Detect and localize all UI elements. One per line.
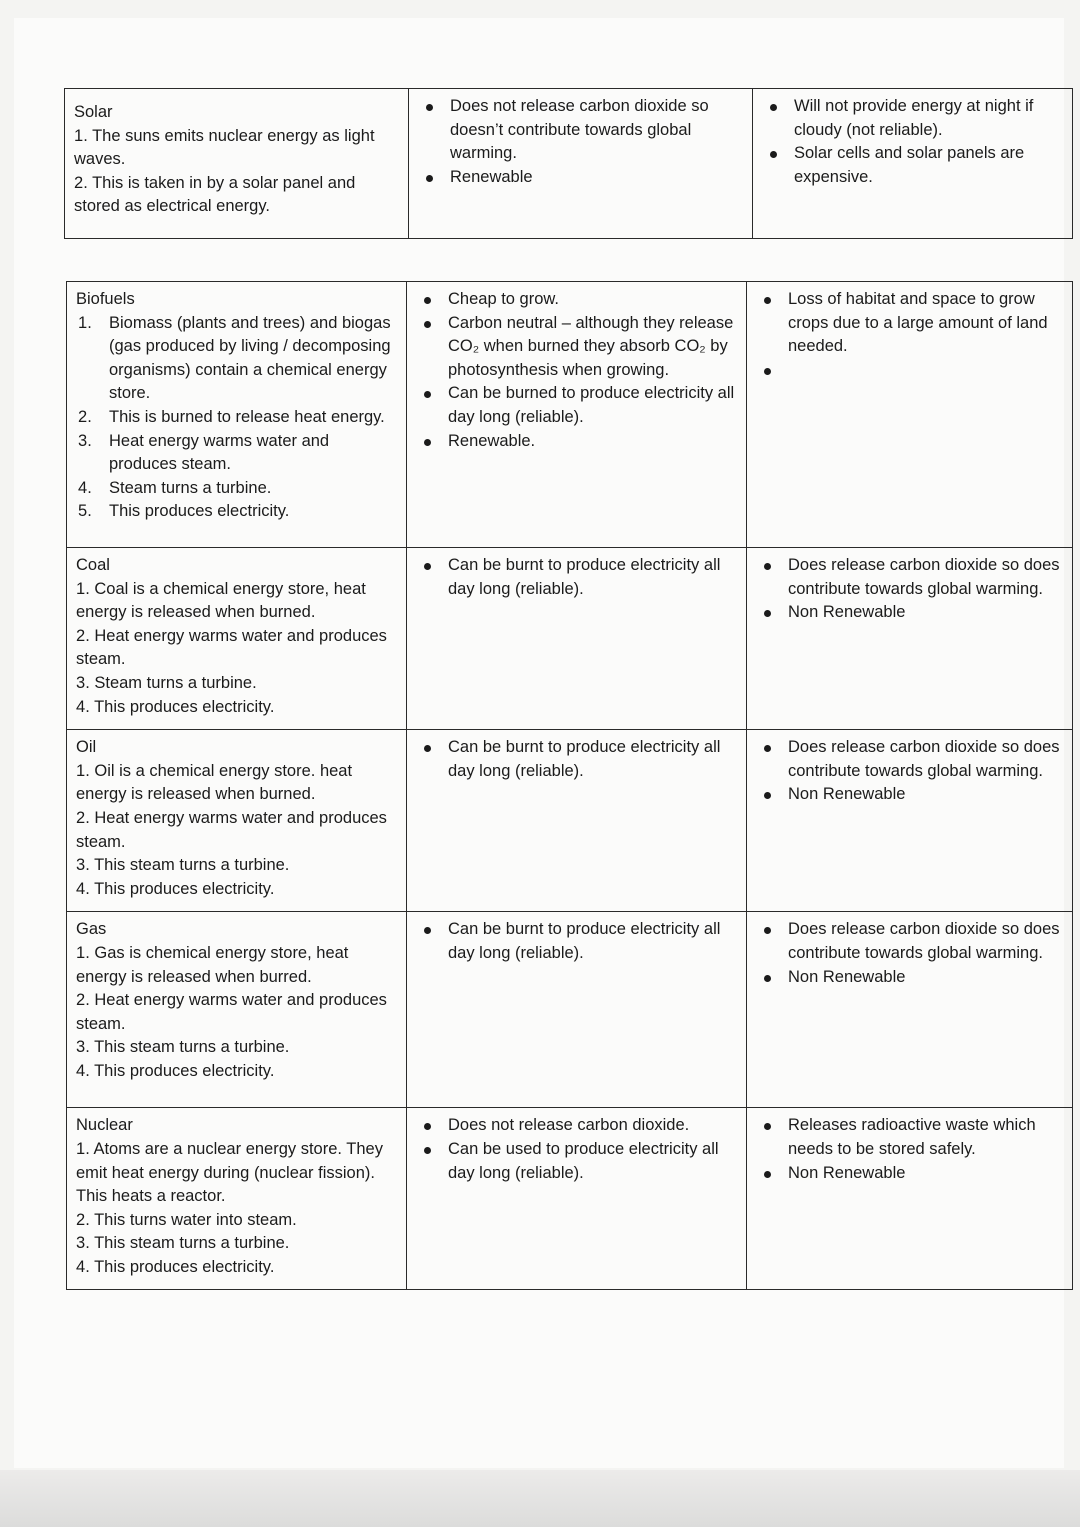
advantages-list — [416, 736, 738, 783]
list-item: Non Renewable — [756, 1162, 1064, 1186]
list-item: Does release carbon dioxide so does contribute towards global warming. — [756, 918, 1064, 965]
advantages-list — [416, 554, 738, 601]
disadvantages-list — [756, 918, 1064, 989]
list-item: Can be burned to produce electricity all day long (reliable). — [416, 382, 738, 429]
steps-list — [76, 578, 398, 720]
energy-sources-table — [66, 281, 1073, 1290]
advantages-cell — [407, 282, 747, 548]
list-item: Does release carbon dioxide so does contribute towards global warming. — [756, 736, 1064, 783]
list-item: This is burned to release heat energy. — [109, 407, 385, 426]
list-item: Steam turns a turbine. — [94, 673, 257, 692]
list-item: Atoms are a nuclear energy store. They emit heat energy during (nuclear fission). This heats a reactor. — [76, 1139, 383, 1206]
disadvantages-cell — [747, 282, 1073, 548]
source-description-cell — [67, 730, 407, 912]
list-item: This produces electricity. — [94, 879, 275, 898]
list-item: Does not release carbon dioxide so doesn’t contribute towards global warming. — [418, 95, 744, 166]
list-item: Can be burnt to produce electricity all day long (reliable). — [416, 554, 738, 601]
source-description-cell — [67, 282, 407, 548]
steps-list — [74, 125, 400, 219]
list-item: Heat energy warms water and produces steam. — [76, 808, 387, 851]
list-item: This produces electricity. — [94, 1257, 275, 1276]
list-item: Cheap to grow. — [416, 288, 738, 312]
list-item: Heat energy warms water and produces steam. — [109, 431, 330, 474]
disadvantages-list — [756, 288, 1064, 383]
disadvantages-cell — [753, 89, 1073, 239]
list-item: This steam turns a turbine. — [94, 856, 290, 875]
table-row — [67, 548, 1073, 730]
list-item — [756, 359, 1064, 383]
list-item: Gas is chemical energy store, heat energy is released when burred. — [76, 943, 349, 986]
table-row — [67, 1108, 1073, 1290]
disadvantages-list — [762, 95, 1064, 189]
solar-table — [64, 88, 1073, 239]
list-item: Can be burnt to produce electricity all day long (reliable). — [416, 918, 738, 965]
list-item: Non Renewable — [756, 601, 1064, 625]
list-item: Oil is a chemical energy store. heat energy is released when burned. — [76, 761, 353, 804]
disadvantages-cell — [747, 1108, 1073, 1290]
list-item: This is taken in by a solar panel and stored as electrical energy. — [74, 173, 356, 216]
table-row — [67, 912, 1073, 1108]
list-item: This produces electricity. — [109, 502, 290, 521]
list-item: Can be used to produce electricity all day long (reliable). — [416, 1138, 738, 1185]
list-item: Carbon neutral – although they release CO₂ when burned they absorb CO₂ by photosynthesis when growing. — [416, 312, 738, 383]
advantages-cell — [407, 912, 747, 1108]
source-title: Biofuels — [76, 290, 135, 308]
table-row — [65, 89, 1073, 239]
source-title: Gas — [76, 920, 107, 939]
list-item: Releases radioactive waste which needs to be stored safely. — [756, 1114, 1064, 1161]
advantages-cell — [407, 730, 747, 912]
source-description-cell — [67, 548, 407, 730]
source-title: Oil — [76, 738, 97, 757]
list-item: Does release carbon dioxide so does contribute towards global warming. — [756, 554, 1064, 601]
list-item: Can be burnt to produce electricity all day long (reliable). — [416, 736, 738, 783]
steps-list — [76, 760, 398, 902]
disadvantages-list — [756, 1114, 1064, 1185]
advantages-list — [416, 288, 738, 453]
advantages-list — [416, 1114, 738, 1185]
list-item: This steam turns a turbine. — [94, 1038, 290, 1057]
list-item: Coal is a chemical energy store, heat energy is released when burned. — [76, 579, 366, 622]
list-item: This produces electricity. — [94, 1061, 275, 1080]
disadvantages-cell — [747, 548, 1073, 730]
steps-list — [76, 942, 398, 1084]
list-item: Solar cells and solar panels are expensive. — [762, 142, 1064, 189]
source-description-cell — [67, 912, 407, 1108]
advantages-list — [416, 918, 738, 965]
list-item: Loss of habitat and space to grow crops due to a large amount of land needed. — [756, 288, 1064, 359]
source-title: Coal — [76, 556, 110, 574]
list-item: This turns water into steam. — [94, 1210, 297, 1229]
list-item: Does not release carbon dioxide. — [416, 1114, 738, 1138]
table-row — [67, 282, 1073, 548]
list-item: Steam turns a turbine. — [109, 478, 272, 497]
scan-edge — [0, 1470, 1080, 1527]
list-item: This produces electricity. — [94, 697, 275, 716]
list-item: Renewable. — [416, 430, 738, 454]
advantages-list — [418, 95, 744, 189]
advantages-cell — [409, 89, 753, 239]
list-item: Renewable — [418, 166, 744, 190]
steps-list — [76, 1138, 398, 1280]
advantages-cell — [407, 548, 747, 730]
list-item: This steam turns a turbine. — [94, 1234, 290, 1253]
source-title: Solar — [74, 103, 113, 121]
advantages-cell — [407, 1108, 747, 1290]
disadvantages-cell — [747, 912, 1073, 1108]
list-item: Non Renewable — [756, 783, 1064, 807]
disadvantages-cell — [747, 730, 1073, 912]
table-row — [67, 730, 1073, 912]
list-item: Biomass (plants and trees) and biogas (gas produced by living / decomposing organisms) contain a chemical energy store. — [109, 313, 391, 403]
source-description-cell — [65, 89, 409, 239]
source-title: Nuclear — [76, 1116, 133, 1135]
disadvantages-list — [756, 554, 1064, 625]
list-item: Will not provide energy at night if cloudy (not reliable). — [762, 95, 1064, 142]
source-description-cell — [67, 1108, 407, 1290]
list-item: Non Renewable — [756, 966, 1064, 990]
list-item: Heat energy warms water and produces steam. — [76, 626, 387, 669]
steps-list — [76, 312, 398, 524]
list-item: Heat energy warms water and produces steam. — [76, 991, 387, 1033]
disadvantages-list — [756, 736, 1064, 807]
list-item: The suns emits nuclear energy as light waves. — [74, 126, 375, 169]
